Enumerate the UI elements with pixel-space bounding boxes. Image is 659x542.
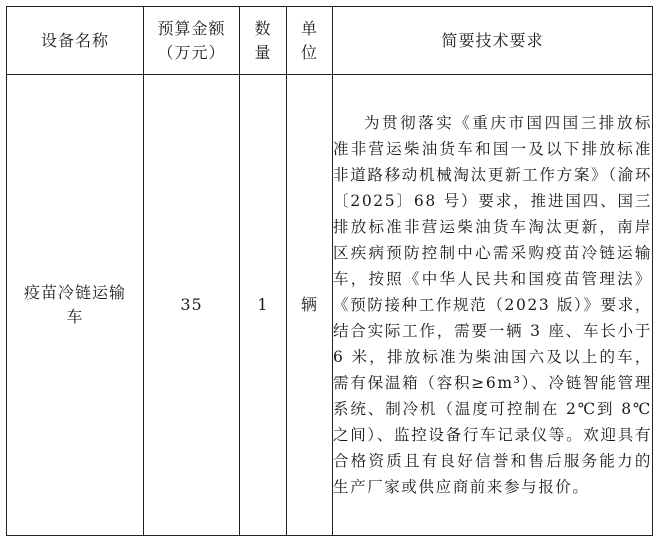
- cell-unit: 辆: [287, 75, 333, 536]
- header-quantity-line1: 数: [254, 18, 272, 38]
- header-quantity-line2: 量: [254, 42, 272, 62]
- cell-tech-requirements: [333, 75, 653, 536]
- header-unit-line1: 单: [300, 18, 318, 38]
- equipment-spec-table: [6, 6, 653, 536]
- cell-budget: 35: [144, 75, 240, 536]
- header-unit: [287, 7, 333, 75]
- header-equipment-name: 设备名称: [7, 7, 144, 75]
- table-header-row: [7, 7, 653, 75]
- header-tech-requirements: 简要技术要求: [333, 7, 653, 75]
- cell-equipment-name: 疫苗冷链运输车: [7, 75, 144, 536]
- table-row: [7, 75, 653, 536]
- header-budget-line2: （万元）: [157, 42, 226, 62]
- header-unit-line2: 位: [300, 42, 318, 62]
- cell-quantity: 1: [240, 75, 287, 536]
- header-quantity: [240, 7, 287, 75]
- header-budget-line1: 预算金额: [157, 18, 226, 38]
- header-budget: [144, 7, 240, 75]
- tech-requirements-text: 为贯彻落实《重庆市国四国三排放标准非营运柴油货车和国一及以下排放标准非道路移动机械淘汰更新工作方案》（渝环〔2025〕68 号）要求，推进国四、国三排放标准非营运柴油货车淘汰更新，南岸区疾病预防控制中心需采购疫苗冷链运输车，按照《中华人民共和国疫苗管理法》《预防接种工作规范（2023 版）》要求，结合实际工作，需要一辆 3 座、车长小于 6 米，排放标准为柴油国六及以上的车，需有保温箱（容积≥6m³）、冷链智能管理系统、制冷机（温度可控制在 2℃到 8℃之间）、监控设备行车记录仪等。欢迎具有合格资质且有良好信誉和售后服务能力的生产厂家或供应商前来参与报价。: [333, 114, 652, 496]
